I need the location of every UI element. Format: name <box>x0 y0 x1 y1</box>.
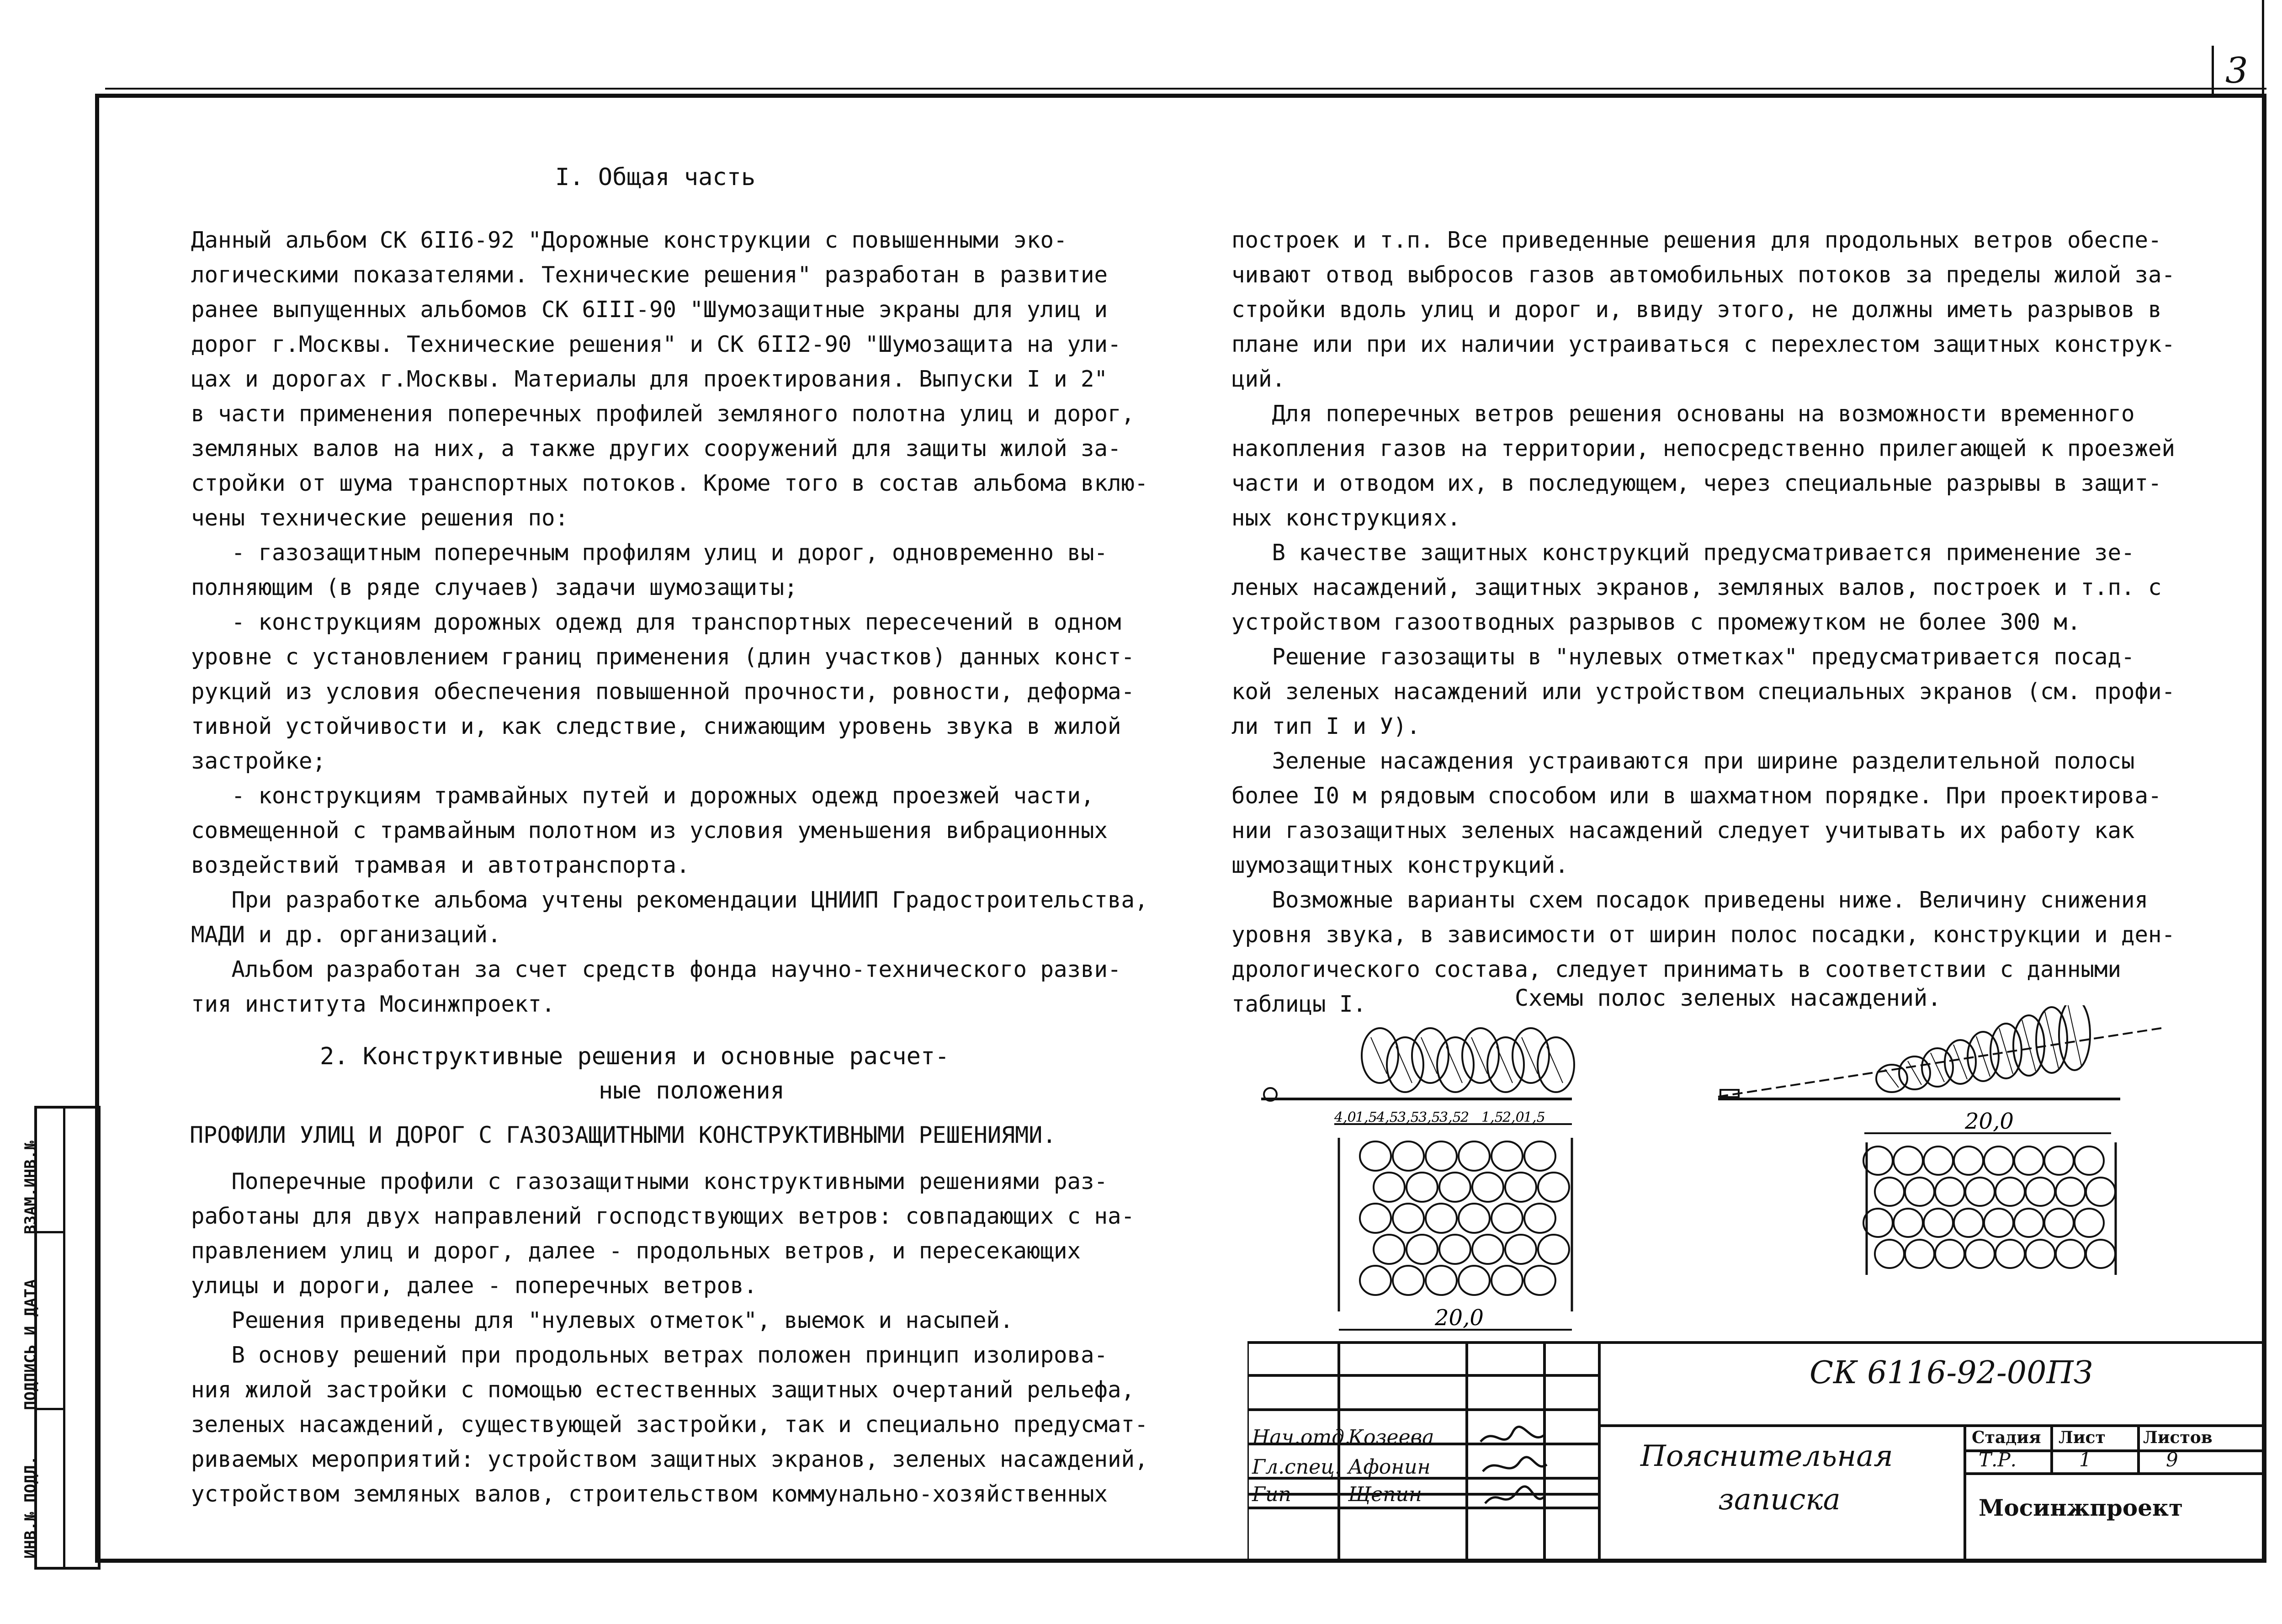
plan-tree <box>1374 1173 1405 1202</box>
signatures <box>1476 1423 1554 1519</box>
page-number: 3 <box>2225 50 2248 91</box>
tree-hatch <box>2022 1020 2036 1071</box>
dimension-label: 2 <box>1460 1109 1470 1125</box>
plan-tree <box>2014 1146 2043 1175</box>
tree-crown <box>1387 1037 1423 1092</box>
plan-tree <box>2056 1178 2085 1206</box>
plan-tree <box>2086 1240 2115 1268</box>
plan-tree <box>1965 1240 1995 1268</box>
plan-tree <box>1459 1266 1490 1295</box>
name-3: Щепин <box>1348 1483 1422 1506</box>
plan-tree <box>1426 1204 1457 1233</box>
plan-tree <box>2044 1146 2074 1175</box>
plan-tree <box>1439 1173 1470 1202</box>
plan-tree <box>1505 1173 1536 1202</box>
plan-tree <box>1905 1240 1934 1268</box>
plan-tree <box>1360 1204 1391 1233</box>
section1-title: I. Общая часть <box>555 164 756 191</box>
section1-text <box>191 223 1148 1022</box>
plan-tree <box>1459 1141 1490 1171</box>
section2-line: правлением улиц и дорог, далее - продольных ветров, и пересекающих <box>191 1238 1081 1264</box>
plan-tree <box>1984 1209 2013 1237</box>
section1-line: Альбом разработан за счет средств фонда научно-технического разви- <box>191 956 1121 982</box>
tree-hatch <box>1931 1053 1944 1082</box>
role-3: Гип <box>1252 1483 1291 1506</box>
tree-crown <box>1412 1028 1449 1083</box>
right_column-line: устройством газоотводных разрывов с промежутком не более 300 м. <box>1231 609 2081 635</box>
plan-tree <box>1965 1178 1995 1206</box>
stamp-label-vzam: ВЗАМ.ИНВ.№ <box>21 1141 40 1234</box>
plan-tree <box>1360 1266 1391 1295</box>
plan-tree <box>1863 1209 1893 1237</box>
right_column-line: стройки вдоль улиц и дорог и, ввиду этого, не должны иметь разрывов в <box>1231 297 2162 323</box>
section2-line: Решения приведены для "нулевых отметок", выемок и насыпей. <box>191 1307 1014 1333</box>
tree-crown <box>1362 1028 1398 1083</box>
plan-tree <box>1524 1204 1555 1233</box>
section1-line: логическими показателями. Технические решения" разработан в развитие <box>191 262 1108 288</box>
section1-line: - газозащитным поперечным профилям улиц и дорог, одновременно вы- <box>191 540 1108 566</box>
sheets-header: Листов <box>2143 1428 2213 1447</box>
plan-tree <box>1374 1235 1405 1264</box>
scheme-right <box>1718 1005 2161 1275</box>
plan-tree <box>2026 1240 2055 1268</box>
section2-line: устройством земляных валов, строительством коммунально-хозяйственных <box>191 1481 1108 1507</box>
stage-value: Т.Р. <box>1979 1449 2017 1471</box>
right_column-line: более I0 м рядовым способом или в шахматном порядке. При проектирова- <box>1231 783 2162 809</box>
plan-tree <box>2056 1240 2085 1268</box>
tree-crown <box>1487 1037 1524 1092</box>
stamp-divider <box>37 1231 65 1233</box>
section2-line: Поперечные профили с газозащитными конструктивными решениями раз- <box>191 1168 1108 1194</box>
plan-tree <box>2075 1146 2104 1175</box>
plan-tree <box>1491 1266 1523 1295</box>
green-planting-schemes <box>1252 1005 2212 1353</box>
stamp-label-inv: ИНВ.№ ПОДЛ. <box>21 1455 40 1559</box>
section2-line: зеленых насаждений, существующей застройки, так и специально предусмат- <box>191 1412 1148 1438</box>
section1-line: уровне с установлением границ применения (длин участков) данных конст- <box>191 644 1135 670</box>
plan-tree <box>1954 1146 1983 1175</box>
section1-line: рукций из условия обеспечения повышенной прочности, ровности, деформа- <box>191 679 1135 705</box>
dimension-label: 1,5 <box>1355 1109 1377 1125</box>
section1-line: При разработке альбома учтены рекомендации ЦНИИП Градостроительства, <box>191 887 1148 913</box>
tree-hatch <box>2045 1012 2059 1068</box>
width-label: 20,0 <box>1965 1109 2014 1134</box>
right_column-line: ных конструкциях. <box>1231 505 1461 531</box>
section1-line: в части применения поперечных профилей земляного полотна улиц и дорог, <box>191 401 1135 427</box>
plan-tree <box>1439 1235 1470 1264</box>
tree-hatch <box>1908 1061 1921 1085</box>
side-stamp <box>21 1106 101 1570</box>
tree-crown <box>1538 1037 1574 1092</box>
plan-tree <box>1924 1209 1953 1237</box>
right_column-line: дрологического состава, следует принимать в соответствии с данными <box>1231 956 2122 982</box>
plan-tree <box>1393 1266 1424 1295</box>
section1-line: - конструкциям трамвайных путей и дорожных одежд проезжей части, <box>191 783 1094 809</box>
role-1: Нач.отд. <box>1252 1426 1351 1449</box>
plan-tree <box>1894 1209 1923 1237</box>
right_column-line: шумозащитных конструкций. <box>1231 852 1569 878</box>
sheets-value: 9 <box>2166 1449 2178 1471</box>
section1-line: совмещенной с трамвайным полотном из условия уменьшения вибрационных <box>191 817 1108 844</box>
dimension-label: 3,5 <box>1397 1109 1419 1125</box>
dimension-label: 3,5 <box>1439 1109 1461 1125</box>
right_column-line: леных насаждений, защитных экранов, земляных валов, построек и т.п. с <box>1231 574 2162 600</box>
plan-tree <box>1524 1141 1555 1171</box>
tree-hatch <box>1953 1045 1967 1079</box>
plan-tree <box>1954 1209 1983 1237</box>
plan-tree <box>1491 1204 1523 1233</box>
plan-tree <box>1995 1178 2025 1206</box>
plan-tree <box>1894 1146 1923 1175</box>
section2-line: ния жилой застройки с помощью естественных защитных очертаний рельефа, <box>191 1377 1135 1403</box>
stamp-column <box>37 1109 65 1567</box>
plan-tree <box>1984 1146 2013 1175</box>
section1-line: МАДИ и др. организаций. <box>191 922 501 948</box>
section1-line: ранее выпущенных альбомов СК 6III-90 "Шумозащитные экраны для улиц и <box>191 297 1108 323</box>
right_column-line: уровня звука, в зависимости от ширин полос посадки, конструкции и ден- <box>1231 922 2176 948</box>
tree-crown <box>1462 1028 1499 1083</box>
plan-tree <box>1538 1235 1569 1264</box>
right_column-line: накопления газов на территории, непосредственно прилегающей к проезжей <box>1231 435 2176 462</box>
right_column-line: Возможные варианты схем посадок приведены ниже. Величину снижения <box>1231 887 2149 913</box>
right_column-line: таблицы I. <box>1231 991 1367 1017</box>
plan-tree <box>1393 1141 1424 1171</box>
dimension-label: 4,5 <box>1376 1109 1398 1125</box>
dimension-label: 3,5 <box>1418 1109 1440 1125</box>
dimension-label: 1,5 <box>1523 1109 1545 1125</box>
section1-line: дорог г.Москвы. Технические решения" и СК 6II2-90 "Шумозащита на ули- <box>191 331 1121 357</box>
plan-tree <box>1472 1173 1503 1202</box>
plan-tree <box>1360 1141 1391 1171</box>
right_column-line: В качестве защитных конструкций предусматривается применение зе- <box>1231 540 2135 566</box>
stamp-label-sign: ПОДПИСЬ И ДАТА <box>21 1279 40 1410</box>
section1-line: тивной устойчивости и, как следствие, снижающим уровень звука в жилой <box>191 713 1121 739</box>
section2-subtitle: ПРОФИЛИ УЛИЦ И ДОРОГ С ГАЗОЗАЩИТНЫМИ КОНСТРУКТИВНЫМИ РЕШЕНИЯМИ. <box>190 1122 1056 1148</box>
right_column-line: части и отводом их, в последующем, через специальные разрывы в защит- <box>1231 470 2162 496</box>
plan-tree <box>1406 1173 1438 1202</box>
section1-line: полняющим (в ряде случаев) задачи шумозащиты; <box>191 574 798 600</box>
section2-title-line2: ные положения <box>599 1077 785 1104</box>
section1-line: Данный альбом СК 6II6-92 "Дорожные конструкции с повышенными эко- <box>191 227 1067 253</box>
stage-header: Стадия <box>1972 1428 2041 1447</box>
tree-hatch <box>1497 1046 1512 1083</box>
scheme-caption: Схемы полос зеленых насаждений. <box>1515 985 1942 1011</box>
section2-line: риваемых мероприятий: устройством защитных экранов, зеленых насаждений, <box>191 1446 1148 1472</box>
plan-tree <box>1905 1178 1934 1206</box>
plan-tree <box>1491 1141 1523 1171</box>
section2-title-line1: 2. Конструктивные решения и основные расчет- <box>320 1043 950 1070</box>
plan-tree <box>1426 1266 1457 1295</box>
tree-crown <box>1512 1028 1549 1083</box>
name-2: Афонин <box>1348 1455 1431 1479</box>
right_column-line: Зеленые насаждения устраиваются при ширине разделительной полосы <box>1231 748 2135 774</box>
plan-tree <box>1524 1266 1555 1295</box>
section2-line: улицы и дороги, далее - поперечных ветров. <box>191 1273 758 1299</box>
plan-tree <box>1875 1178 1904 1206</box>
tree-hatch <box>1547 1046 1563 1083</box>
section1-line: цах и дорогах г.Москвы. Материалы для проектирования. Выпуски I и 2" <box>191 366 1108 392</box>
plan-tree <box>1875 1240 1904 1268</box>
plan-tree <box>1505 1235 1536 1264</box>
dimension-label: 4,0 <box>1334 1109 1356 1125</box>
right_column-line: ли тип I и У). <box>1231 713 1421 739</box>
stamp-divider <box>37 1408 65 1410</box>
section2-line: работаны для двух направлений господствующих ветров: совпадающих с на- <box>191 1203 1135 1229</box>
section1-line: тия института Мосинжпроект. <box>191 991 555 1017</box>
section2-text <box>191 1164 1148 1512</box>
plan-tree <box>2086 1178 2115 1206</box>
plan-tree <box>2026 1178 2055 1206</box>
right_column-line: ций. <box>1231 366 1286 392</box>
right_column-line: плане или при их наличии устраиваться с перехлестом защитных конструк- <box>1231 331 2176 357</box>
right_column-line: чивают отвод выбросов газов автомобильных потоков за пределы жилой за- <box>1231 262 2176 288</box>
plan-tree <box>1406 1235 1438 1264</box>
top-border-line <box>105 88 2266 90</box>
plan-tree <box>1935 1178 1964 1206</box>
plan-tree <box>1472 1235 1503 1264</box>
document-code: СК 6116-92-00ПЗ <box>1810 1355 2093 1391</box>
section1-line: застройке; <box>191 748 326 774</box>
tree-hatch <box>1396 1046 1412 1083</box>
sheet-value: 1 <box>2079 1449 2091 1471</box>
section1-line: земляных валов на них, а также других сооружений для защиты жилой за- <box>191 435 1121 462</box>
tree-crown <box>1437 1037 1474 1092</box>
plan-tree <box>2014 1209 2043 1237</box>
right_column-line: Решение газозащиты в "нулевых отметках" предусматривается посад- <box>1231 644 2135 670</box>
section1-line: чены технические решения по: <box>191 505 569 531</box>
section1-line: воздействий трамвая и автотранспорта. <box>191 852 690 878</box>
plan-tree <box>1863 1146 1893 1175</box>
tree-crown <box>2059 1005 2090 1070</box>
plan-tree <box>1459 1204 1490 1233</box>
role-2: Гл.спец. <box>1252 1455 1341 1479</box>
document-name-2: записка <box>1718 1483 1841 1517</box>
name-1: Козеева <box>1348 1426 1434 1449</box>
plan-tree <box>1935 1240 1964 1268</box>
dimension-label: 2,0 <box>1502 1109 1524 1125</box>
tree-hatch <box>1371 1037 1387 1074</box>
width-label: 20,0 <box>1435 1305 1484 1331</box>
dimension-label: 1,5 <box>1481 1109 1503 1125</box>
tree-hatch <box>2068 1005 2081 1066</box>
right_column-line: построек и т.п. Все приведенные решения для продольных ветров обеспе- <box>1231 227 2162 253</box>
plan-tree <box>2044 1209 2074 1237</box>
tree-hatch <box>1885 1069 1899 1088</box>
plan-tree <box>1426 1141 1457 1171</box>
plan-tree <box>1924 1146 1953 1175</box>
section1-line: - конструкциям дорожных одежд для транспортных пересечений в одном <box>191 609 1121 635</box>
right_column-line: нии газозащитных зеленых насаждений следует учитывать их работу как <box>1231 817 2135 844</box>
plan-tree <box>2075 1209 2104 1237</box>
plan-tree <box>1995 1240 2025 1268</box>
scheme-left <box>1261 1028 1574 1331</box>
right_column-line: Для поперечных ветров решения основаны на возможности временного <box>1231 401 2135 427</box>
section1-line: стройки от шума транспортных потоков. Кроме того в состав альбома вклю- <box>191 470 1148 496</box>
plan-tree <box>1393 1204 1424 1233</box>
organization-name: Мосинжпроект <box>1979 1494 2183 1521</box>
section2-line: В основу решений при продольных ветрах положен принцип изолирова- <box>191 1342 1108 1368</box>
tree-hatch <box>1446 1046 1462 1083</box>
document-name-1: Пояснительная <box>1640 1439 1893 1473</box>
plan-tree <box>1538 1173 1569 1202</box>
right-column-text <box>1231 223 2175 1022</box>
sheet-header: Лист <box>2059 1428 2106 1447</box>
right_column-line: кой зеленых насаждений или устройством специальных экранов (см. профи- <box>1231 679 2176 705</box>
